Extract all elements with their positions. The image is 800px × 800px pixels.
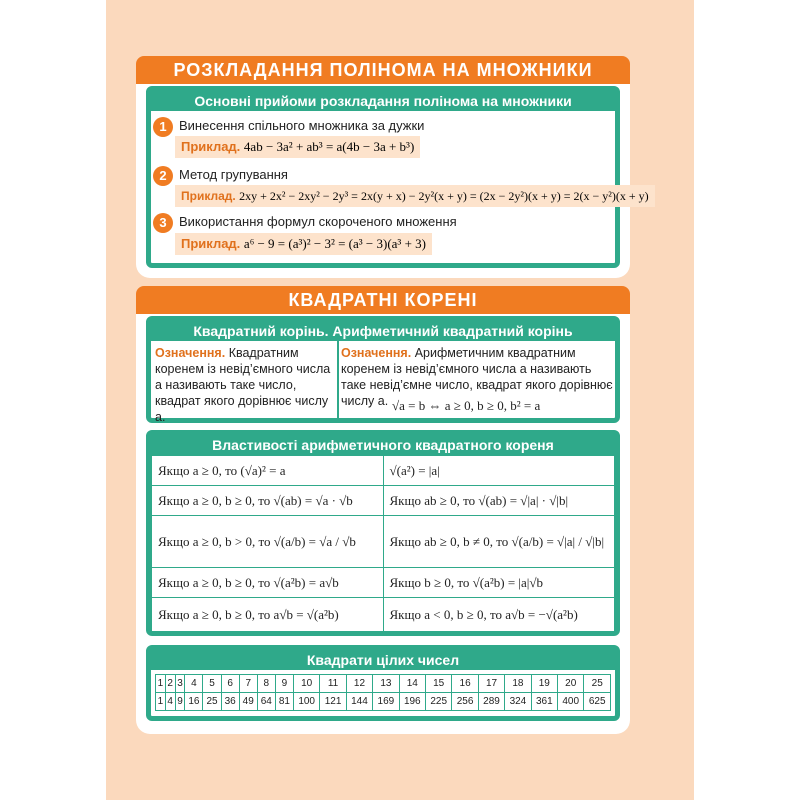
square-number-cell: 1: [156, 675, 166, 693]
square-number-cell: 19: [531, 675, 557, 693]
example-formula: 4ab − 3a² + ab³ = a(4b − 3a + b³): [243, 139, 415, 154]
square-number-cell: 13: [373, 675, 399, 693]
definition-text: Квадратним коренем із невід’ємного числа a називають таке число, квадрат якого дорівнює числу a.: [155, 346, 331, 424]
square-number-cell: 5: [203, 675, 221, 693]
square-value-cell: 49: [239, 693, 257, 711]
square-number-cell: 3: [175, 675, 185, 693]
property-cell: Якщо ab ≥ 0, то √(ab) = √|a| · √|b|: [383, 486, 615, 516]
square-number-cell: 16: [452, 675, 478, 693]
squares-box: [146, 645, 620, 721]
square-value-cell: 400: [558, 693, 584, 711]
square-number-cell: 17: [478, 675, 504, 693]
square-value-cell: 225: [425, 693, 451, 711]
square-number-cell: 4: [185, 675, 203, 693]
example-formula: 2xy + 2x² − 2xy² − 2y³ = 2x(y + x) − 2y²(x + y) = (2x − 2y²)(x + y) = 2(x − y²)(x + y): [239, 189, 649, 203]
example-formula: a⁶ − 9 = (a³)² − 3² = (a³ − 3)(a³ + 3): [243, 236, 426, 251]
definition-label: Означення.: [155, 346, 226, 360]
square-value-cell: 100: [293, 693, 319, 711]
method-number-3: 3: [153, 213, 173, 233]
property-cell: Якщо b ≥ 0, то √(a²b) = |a|√b: [383, 568, 615, 598]
method-example-2: [175, 185, 655, 207]
factoring-banner: РОЗКЛАДАННЯ ПОЛІНОМА НА МНОЖНИКИ: [136, 56, 630, 84]
square-number-cell: 10: [293, 675, 319, 693]
square-value-cell: 64: [257, 693, 275, 711]
square-roots-banner: КВАДРАТНІ КОРЕНІ: [136, 286, 630, 314]
square-number-cell: 18: [505, 675, 531, 693]
definition-formula: √a = b ⇔ a ≥ 0, b ≥ 0, b² = a: [392, 398, 541, 413]
square-number-cell: 6: [221, 675, 239, 693]
method-example-3: [175, 233, 432, 255]
square-value-cell: 25: [203, 693, 221, 711]
method-label-2: Метод групування: [179, 167, 288, 182]
definitions-subtitle: Квадратний корінь. Арифметичний квадратний корінь: [151, 321, 615, 341]
method-number-2: 2: [153, 166, 173, 186]
square-value-cell: 625: [584, 693, 611, 711]
square-value-cell: 9: [175, 693, 185, 711]
example-label: Приклад.: [181, 189, 236, 203]
square-number-cell: 20: [558, 675, 584, 693]
square-value-cell: 256: [452, 693, 478, 711]
example-label: Приклад.: [181, 139, 241, 154]
square-value-cell: 324: [505, 693, 531, 711]
property-cell: Якщо a ≥ 0, b ≥ 0, то √(ab) = √a · √b: [152, 486, 384, 516]
square-number-cell: 14: [399, 675, 425, 693]
square-value-cell: 144: [346, 693, 372, 711]
square-value-cell: 289: [478, 693, 504, 711]
method-label-3: Використання формул скороченого множення: [179, 214, 457, 229]
example-label: Приклад.: [181, 236, 241, 251]
square-value-cell: 81: [275, 693, 293, 711]
definition-text: Арифметичним квадратним коренем із невід’ємного числа a називають таке невід’ємне число, квадрат якого дорівнює числу a.: [341, 346, 613, 408]
property-cell: Якщо ab ≥ 0, b ≠ 0, то √(a/b) = √|a| / √|b|: [383, 516, 615, 568]
properties-table: [151, 455, 615, 632]
square-number-cell: 11: [320, 675, 346, 693]
method-example-1: [175, 136, 420, 158]
square-value-cell: 1: [156, 693, 166, 711]
factoring-subtitle: Основні прийоми розкладання полінома на множники: [151, 91, 615, 111]
square-number-cell: 2: [165, 675, 175, 693]
definitions-divider: [337, 341, 339, 423]
property-cell: Якщо a ≥ 0, b ≥ 0, то √(a²b) = a√b: [152, 568, 384, 598]
square-value-cell: 36: [221, 693, 239, 711]
method-number-1: 1: [153, 117, 173, 137]
square-number-cell: 15: [425, 675, 451, 693]
square-number-cell: 9: [275, 675, 293, 693]
properties-title: Властивості арифметичного квадратного кореня: [151, 435, 615, 455]
square-value-cell: 361: [531, 693, 557, 711]
square-value-cell: 4: [165, 693, 175, 711]
square-number-cell: 7: [239, 675, 257, 693]
property-cell: √(a²) = |a|: [383, 456, 615, 486]
square-value-cell: 196: [399, 693, 425, 711]
square-value-cell: 121: [320, 693, 346, 711]
square-value-cell: 16: [185, 693, 203, 711]
square-number-cell: 8: [257, 675, 275, 693]
definition-left: [155, 345, 333, 425]
squares-title: Квадрати цілих чисел: [151, 650, 615, 670]
squares-numbers-row: [156, 675, 611, 693]
property-cell: Якщо a ≥ 0, то (√a)² = a: [152, 456, 384, 486]
squares-values-row: [156, 693, 611, 711]
property-cell: Якщо a ≥ 0, b > 0, то √(a/b) = √a / √b: [152, 516, 384, 568]
definition-label: Означення.: [341, 346, 412, 360]
square-number-cell: 25: [584, 675, 611, 693]
method-label-1: Винесення спільного множника за дужки: [179, 118, 425, 133]
property-cell: Якщо a < 0, b ≥ 0, то a√b = −√(a²b): [383, 598, 615, 632]
square-value-cell: 169: [373, 693, 399, 711]
properties-box: [146, 430, 620, 636]
square-number-cell: 12: [346, 675, 372, 693]
squares-table: [155, 674, 611, 711]
property-cell: Якщо a ≥ 0, b ≥ 0, то a√b = √(a²b): [152, 598, 384, 632]
